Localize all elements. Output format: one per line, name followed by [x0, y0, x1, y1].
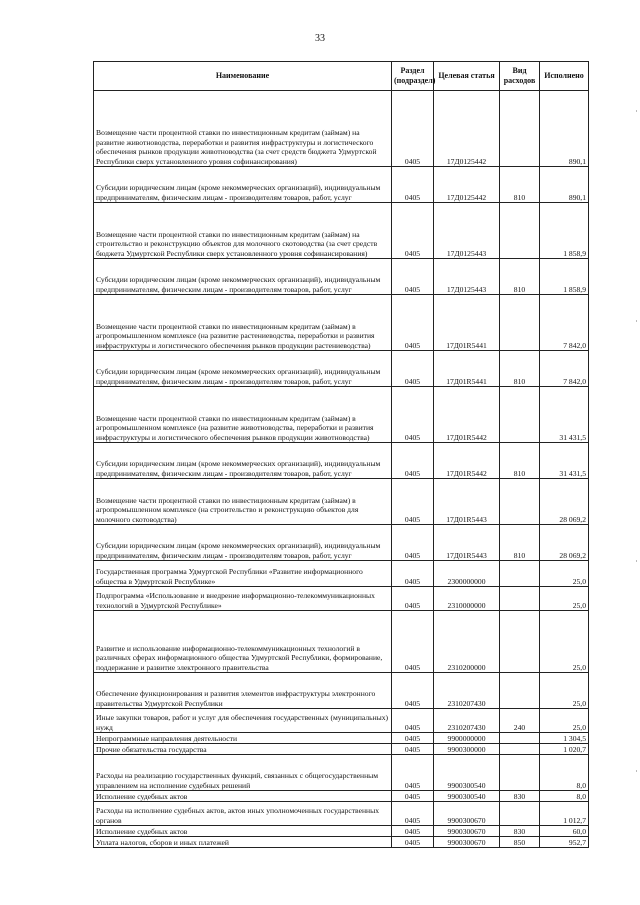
margin-mark	[636, 560, 637, 562]
row-amount-cell: 31 431,5	[540, 443, 589, 479]
header-name: Наименование	[94, 62, 392, 91]
row-amount-cell: 1 304,5	[540, 733, 589, 744]
row-amount-cell: 8,0	[540, 791, 589, 802]
row-target-cell: 2310207430	[434, 673, 500, 709]
row-kind-cell	[500, 295, 540, 351]
row-kind-cell: 810	[500, 167, 540, 203]
row-name-cell: Исполнение судебных актов	[94, 826, 392, 837]
row-name-cell: Субсидии юридическим лицам (кроме некоммерческих организаций), индивидуальным предпринимателям, физическим лицам - производителям товаров, работ, услуг	[94, 351, 392, 387]
row-target-cell: 17Д0125443	[434, 259, 500, 295]
row-kind-cell: 810	[500, 525, 540, 561]
row-section-cell: 0405	[392, 91, 434, 167]
row-kind-cell: 810	[500, 259, 540, 295]
row-target-cell: 9900000000	[434, 733, 500, 744]
table-row	[94, 351, 589, 387]
margin-mark	[636, 110, 637, 112]
table-row	[94, 203, 589, 259]
row-amount-cell: 1 858,9	[540, 259, 589, 295]
row-kind-cell	[500, 733, 540, 744]
row-section-cell: 0405	[392, 167, 434, 203]
row-amount-cell: 7 842,0	[540, 351, 589, 387]
table-row	[94, 479, 589, 525]
row-section-cell: 0405	[392, 561, 434, 587]
row-kind-cell: 810	[500, 443, 540, 479]
row-kind-cell	[500, 479, 540, 525]
row-target-cell: 17Д0125442	[434, 167, 500, 203]
row-name-cell: Государственная программа Удмуртской Республики «Развитие информационного общества в Удмуртской Республике»	[94, 561, 392, 587]
table-row	[94, 525, 589, 561]
row-amount-cell: 7 842,0	[540, 295, 589, 351]
row-amount-cell: 25,0	[540, 561, 589, 587]
row-section-cell: 0405	[392, 525, 434, 561]
row-target-cell: 2310200000	[434, 611, 500, 673]
row-section-cell: 0405	[392, 611, 434, 673]
row-target-cell: 17Д01R5443	[434, 525, 500, 561]
row-name-cell: Исполнение судебных актов	[94, 791, 392, 802]
row-target-cell: 9900300670	[434, 837, 500, 848]
table-row	[94, 443, 589, 479]
row-section-cell: 0405	[392, 203, 434, 259]
row-kind-cell	[500, 611, 540, 673]
row-target-cell: 2300000000	[434, 561, 500, 587]
table-row	[94, 561, 589, 587]
row-target-cell: 17Д01R5442	[434, 443, 500, 479]
row-target-cell: 9900300540	[434, 791, 500, 802]
row-name-cell: Субсидии юридическим лицам (кроме некоммерческих организаций), индивидуальным предпринимателям, физическим лицам - производителям товаров, работ, услуг	[94, 525, 392, 561]
row-target-cell: 17Д01R5441	[434, 295, 500, 351]
row-section-cell: 0405	[392, 387, 434, 443]
row-section-cell: 0405	[392, 733, 434, 744]
budget-table	[93, 61, 589, 848]
row-target-cell: 17Д01R5442	[434, 387, 500, 443]
row-kind-cell: 850	[500, 837, 540, 848]
table-row	[94, 837, 589, 848]
header-target: Целевая статья	[434, 62, 500, 91]
row-section-cell: 0405	[392, 744, 434, 755]
row-target-cell: 17Д01R5443	[434, 479, 500, 525]
row-name-cell: Субсидии юридическим лицам (кроме некоммерческих организаций), индивидуальным предпринимателям, физическим лицам - производителям товаров, работ, услуг	[94, 167, 392, 203]
table-row	[94, 673, 589, 709]
table-header-row	[94, 62, 589, 91]
row-kind-cell: 830	[500, 826, 540, 837]
row-name-cell: Субсидии юридическим лицам (кроме некоммерческих организаций), индивидуальным предпринимателям, физическим лицам - производителям товаров, работ, услуг	[94, 443, 392, 479]
row-kind-cell	[500, 203, 540, 259]
row-target-cell: 9900300000	[434, 744, 500, 755]
row-amount-cell: 25,0	[540, 673, 589, 709]
table-row	[94, 802, 589, 826]
table-row	[94, 167, 589, 203]
header-kind: Вид расходов	[500, 62, 540, 91]
row-amount-cell: 25,0	[540, 611, 589, 673]
row-name-cell: Обеспечение функционирования и развития элементов инфраструктуры электронного правительства Удмуртской Республики	[94, 673, 392, 709]
row-kind-cell	[500, 387, 540, 443]
table-row	[94, 744, 589, 755]
row-target-cell: 9900300540	[434, 755, 500, 791]
row-amount-cell: 8,0	[540, 755, 589, 791]
row-section-cell: 0405	[392, 673, 434, 709]
row-kind-cell	[500, 587, 540, 611]
row-name-cell: Субсидии юридическим лицам (кроме некоммерческих организаций), индивидуальным предпринимателям, физическим лицам - производителям товаров, работ, услуг	[94, 259, 392, 295]
row-name-cell: Возмещение части процентной ставки по инвестиционным кредитам (займам) в агропромышленном комплексе (на развитие животноводства, переработки и развития инфраструктуры и логистического обеспечения рынков продукции животноводства)	[94, 387, 392, 443]
row-kind-cell: 830	[500, 791, 540, 802]
table-row	[94, 91, 589, 167]
row-amount-cell: 25,0	[540, 587, 589, 611]
row-section-cell: 0405	[392, 755, 434, 791]
row-amount-cell: 890,1	[540, 91, 589, 167]
row-amount-cell: 60,0	[540, 826, 589, 837]
row-kind-cell: 810	[500, 351, 540, 387]
row-kind-cell	[500, 561, 540, 587]
row-amount-cell: 1 858,9	[540, 203, 589, 259]
row-name-cell: Возмещение части процентной ставки по инвестиционным кредитам (займам) на строительство и реконструкцию объектов для молочного скотоводства (за счет средств бюджета Удмуртской Республики сверх установленного уровня софинансирования)	[94, 203, 392, 259]
row-section-cell: 0405	[392, 791, 434, 802]
table-row	[94, 733, 589, 744]
table-row	[94, 295, 589, 351]
row-section-cell: 0405	[392, 259, 434, 295]
row-kind-cell	[500, 755, 540, 791]
row-name-cell: Непрограммные направления деятельности	[94, 733, 392, 744]
table-body	[94, 91, 589, 848]
row-name-cell: Прочие обязательства государства	[94, 744, 392, 755]
row-name-cell: Иные закупки товаров, работ и услуг для обеспечения государственных (муниципальных) нужд	[94, 709, 392, 733]
row-name-cell: Подпрограмма «Использование и внедрение информационно-телекоммуникационных технологий в Удмуртской Республике»	[94, 587, 392, 611]
row-section-cell: 0405	[392, 479, 434, 525]
row-target-cell: 9900300670	[434, 802, 500, 826]
table-row	[94, 826, 589, 837]
row-name-cell: Расходы на реализацию государственных функций, связанных с общегосударственным управлением на исполнение судебных решений	[94, 755, 392, 791]
row-target-cell: 17Д01R5441	[434, 351, 500, 387]
row-kind-cell: 240	[500, 709, 540, 733]
row-amount-cell: 1 012,7	[540, 802, 589, 826]
row-name-cell: Возмещение части процентной ставки по инвестиционным кредитам (займам) в агропромышленном комплексе (на строительство и реконструкцию объектов для молочного скотоводства)	[94, 479, 392, 525]
row-section-cell: 0405	[392, 826, 434, 837]
header-section: Раздел (подраздел)	[392, 62, 434, 91]
table-row	[94, 755, 589, 791]
table-row	[94, 709, 589, 733]
row-section-cell: 0405	[392, 709, 434, 733]
row-target-cell: 2310000000	[434, 587, 500, 611]
row-section-cell: 0405	[392, 351, 434, 387]
row-section-cell: 0405	[392, 587, 434, 611]
header-amount: Исполнено	[540, 62, 589, 91]
row-kind-cell	[500, 802, 540, 826]
table-row	[94, 259, 589, 295]
margin-mark	[636, 320, 637, 322]
row-section-cell: 0405	[392, 837, 434, 848]
row-target-cell: 17Д0125443	[434, 203, 500, 259]
row-target-cell: 9900300670	[434, 826, 500, 837]
row-target-cell: 2310207430	[434, 709, 500, 733]
row-kind-cell	[500, 673, 540, 709]
row-name-cell: Расходы на исполнение судебных актов, актов иных уполномоченных государственных органов	[94, 802, 392, 826]
page-number: 33	[315, 33, 325, 44]
row-name-cell: Возмещение части процентной ставки по инвестиционным кредитам (займам) в агропромышленном комплексе (на развитие растениеводства, переработки и развития инфраструктуры и логистического обеспечения рынков продукции растениеводства)	[94, 295, 392, 351]
row-name-cell: Уплата налогов, сборов и иных платежей	[94, 837, 392, 848]
row-amount-cell: 25,0	[540, 709, 589, 733]
table-row	[94, 611, 589, 673]
table-row	[94, 387, 589, 443]
row-kind-cell	[500, 91, 540, 167]
table-row	[94, 587, 589, 611]
row-section-cell: 0405	[392, 295, 434, 351]
table-row	[94, 791, 589, 802]
row-amount-cell: 890,1	[540, 167, 589, 203]
row-target-cell: 17Д0125442	[434, 91, 500, 167]
row-section-cell: 0405	[392, 802, 434, 826]
row-kind-cell	[500, 744, 540, 755]
row-amount-cell: 31 431,5	[540, 387, 589, 443]
row-amount-cell: 1 020,7	[540, 744, 589, 755]
row-amount-cell: 28 069,2	[540, 525, 589, 561]
margin-mark	[636, 770, 637, 772]
row-amount-cell: 28 069,2	[540, 479, 589, 525]
row-section-cell: 0405	[392, 443, 434, 479]
row-name-cell: Развитие и использование информационно-телекоммуникационных технологий в различных сферах информационного общества Удмуртской Республики, формирование, поддержание и развитие электронного правительства	[94, 611, 392, 673]
row-amount-cell: 952,7	[540, 837, 589, 848]
row-name-cell: Возмещение части процентной ставки по инвестиционным кредитам (займам) на развитие животноводства, переработки и развития инфраструктуры и логистического обеспечения рынков продукции животноводства (за счет средств бюджета Удмуртской Республики сверх установленного уровня софинансирования)	[94, 91, 392, 167]
